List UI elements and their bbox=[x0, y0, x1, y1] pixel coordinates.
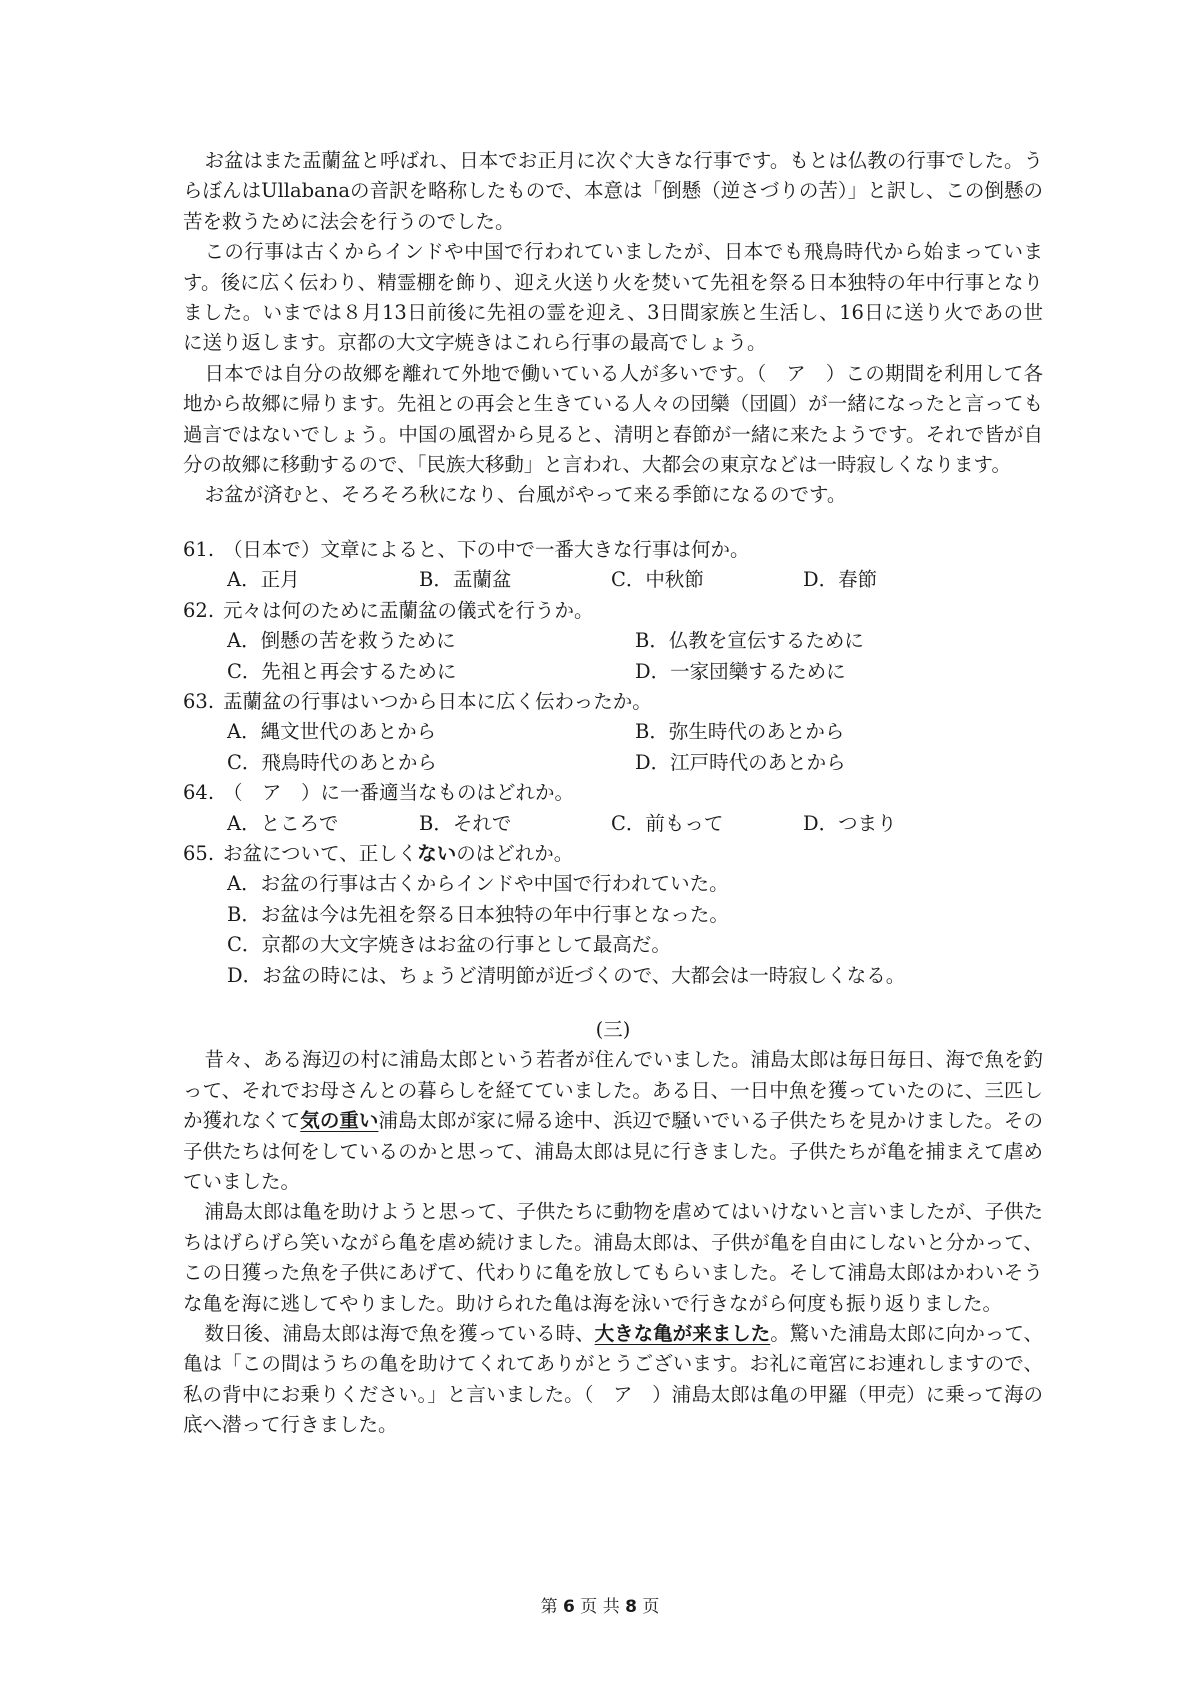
option-c: C．飛鳥時代のあとから bbox=[227, 750, 437, 774]
question-text: 盂蘭盆の行事はいつから日本に広く伝わったか。 bbox=[223, 689, 652, 713]
page-footer bbox=[0, 1592, 1200, 1617]
question-text: のはどれか。 bbox=[456, 841, 574, 865]
text-span: 昔々、ある海辺の村に浦島太郎という若者が住んでいました。浦島太郎は毎日毎日、海で魚を釣って、それでお母さんとの暮らしを経てていました。ある日、一日中魚を獲っていたのに、三匹しか獲れなくて bbox=[183, 1048, 1043, 1133]
underlined-phrase: 大きな亀が来ました bbox=[594, 1322, 771, 1346]
question-number: 62. bbox=[183, 598, 215, 622]
question-number: 63. bbox=[183, 689, 215, 713]
option-d: D．つまり bbox=[803, 811, 897, 835]
passage-paragraph: お盆が済むと、そろそろ秋になり、台風がやって来る季節になるのです。 bbox=[204, 483, 847, 507]
option-b: B．弥生時代のあとから bbox=[635, 720, 845, 744]
option-b: B．仏教を宣伝するために bbox=[635, 629, 864, 653]
question-text: （日本で）文章によると、下の中で一番大きな行事は何か。 bbox=[223, 537, 750, 561]
section-title: (三) bbox=[595, 1017, 631, 1041]
option-b: B．盂蘭盆 bbox=[419, 568, 512, 592]
option-a: A．倒懸の苦を救うために bbox=[227, 629, 456, 653]
passage-paragraph bbox=[183, 1045, 1043, 1197]
footer-text: 页 bbox=[642, 1597, 660, 1617]
passage-paragraph: この行事は古くからインドや中国で行われていましたが、日本でも飛鳥時代から始まっています。後に広く伝わり、精霊棚を飾り、迎え火送り火を焚いて先祖を祭る日本独特の年中行事となりました。いまでは８月13日前後に先祖の霊を迎え、3日間家族と生活し、16日に送り火であの世に送り返します。京都の大文字焼きはこれら行事の最高でしょう。 bbox=[183, 240, 1043, 355]
question-text: 元々は何のために盂蘭盆の儀式を行うか。 bbox=[223, 598, 594, 622]
options-63-row2 bbox=[183, 748, 1043, 778]
underlined-phrase: 気の重い bbox=[300, 1109, 379, 1133]
option-a: A．縄文世代のあとから bbox=[227, 720, 437, 744]
footer-text: 页 共 bbox=[580, 1597, 620, 1617]
option-d: D．お盆の時には、ちょうど清明節が近づくので、大都会は一時寂しくなる。 bbox=[227, 963, 906, 987]
options-65-a bbox=[183, 869, 1043, 899]
text-span: 浦島太郎が家に帰る途中、浜辺で騒いでいる子供たちを見かけました。その子供たちは何をしているのかと思って、浦島太郎は見に行きました。子供たちが亀を捕まえて虐めていました。 bbox=[183, 1109, 1043, 1193]
question-63 bbox=[183, 687, 1043, 717]
text-span: 数日後、浦島太郎は海で魚を獲っている時、 bbox=[204, 1322, 595, 1346]
question-62 bbox=[183, 596, 1043, 626]
question-number: 64. bbox=[183, 781, 215, 805]
options-61 bbox=[183, 565, 1043, 595]
passage-paragraph bbox=[183, 1319, 1043, 1441]
footer-text: 第 bbox=[540, 1597, 558, 1617]
current-page-number: 6 bbox=[563, 1597, 575, 1617]
text-span: 。驚いた浦島太郎に向かって、亀は「この間はうちの亀を助けてくれてありがとうございます。お礼に竜宮にお連れしますので、私の背中にお乗りください。」と言いました。（ ア ）浦島太郎は亀の甲羅（甲売）に乗って海の底へ潜って行きました。 bbox=[183, 1322, 1043, 1437]
question-number: 61. bbox=[183, 537, 215, 561]
option-c: C．先祖と再会するために bbox=[227, 659, 457, 683]
question-64 bbox=[183, 778, 1043, 808]
options-63-row1 bbox=[183, 717, 1043, 747]
total-page-number: 8 bbox=[625, 1597, 637, 1617]
options-62-row2 bbox=[183, 657, 1043, 687]
option-c: C．前もって bbox=[611, 811, 724, 835]
option-c: C．京都の大文字焼きはお盆の行事として最高だ。 bbox=[227, 933, 671, 957]
question-65 bbox=[183, 839, 1043, 869]
options-65-b bbox=[183, 900, 1043, 930]
passage-paragraph: お盆はまた盂蘭盆と呼ばれ、日本でお正月に次ぐ大きな行事です。もとは仏教の行事でした。うらぼんはUllabanaの音訳を略称したもので、本意は「倒懸（逆さづりの苦）」と訳し、この倒懸の苦を救うために法会を行うのでした。 bbox=[183, 149, 1043, 233]
question-text: （ ア ）に一番適当なものはどれか。 bbox=[223, 781, 575, 805]
passage-paragraph: 浦島太郎は亀を助けようと思って、子供たちに動物を虐めてはいけないと言いましたが、子供たちはげらげら笑いながら亀を虐め続けました。浦島太郎は、子供が亀を自由にしないと分かって、この日獲った魚を子供にあげて、代わりに亀を放してもらいました。そして浦島太郎はかわいそうな亀を海に逃してやりました。助けられた亀は海を泳いで行きながら何度も振り返りました。 bbox=[183, 1200, 1043, 1315]
option-b: B．お盆は今は先祖を祭る日本独特の年中行事となった。 bbox=[227, 902, 729, 926]
option-a: A．正月 bbox=[227, 568, 300, 592]
option-a: A．ところで bbox=[227, 811, 339, 835]
question-text: お盆について、正しく bbox=[223, 841, 418, 865]
passage-paragraph: 日本では自分の故郷を離れて外地で働いている人が多いです。（ ア ）この期間を利用して各地から故郷に帰ります。先祖との再会と生きている人々の団欒（団圓）が一緒になったと言っても過言ではないでしょう。中国の風習から見ると、清明と春節が一緒に来たようです。それで皆が自分の故郷に移動するので、「民族大移動」と言われ、大都会の東京などは一時寂しくなります。 bbox=[183, 361, 1043, 477]
option-c: C．中秋節 bbox=[611, 568, 704, 592]
options-62-row1 bbox=[183, 626, 1043, 656]
option-b: B．それで bbox=[419, 811, 512, 835]
option-d: D．春節 bbox=[803, 568, 878, 592]
option-d: D．江戸時代のあとから bbox=[635, 750, 846, 774]
option-d: D．一家団欒するために bbox=[635, 659, 846, 683]
options-65-c bbox=[183, 930, 1043, 960]
option-a: A．お盆の行事は古くからインドや中国で行われていた。 bbox=[227, 872, 729, 896]
options-64 bbox=[183, 809, 1043, 839]
question-number: 65. bbox=[183, 841, 215, 865]
options-65-d bbox=[183, 961, 1043, 991]
page-content bbox=[183, 146, 1043, 1441]
question-61 bbox=[183, 535, 1043, 565]
emphasis-word: ない bbox=[417, 841, 457, 865]
